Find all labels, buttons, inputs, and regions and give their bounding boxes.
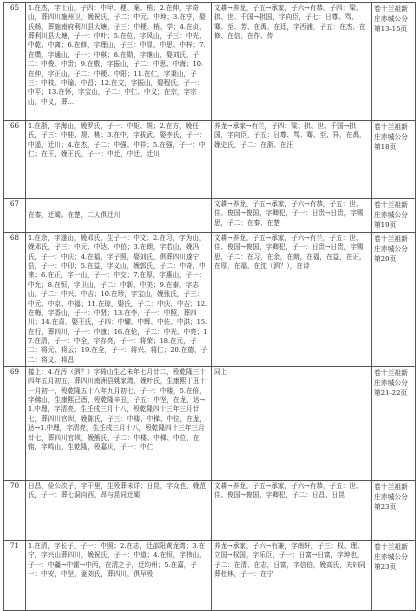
row-description: 1.在浙，字海山，娩罗氏，子一：中矩、规；2.在方，娩任氏，子三：中桂、规、桃；3.在中，字拔武，娶李氏，子一：中遥，迁川；4.在杰，子二：中强、中祥；5.在强，子一：中仁；在王，娩王氏，子一：中迁，中迁，迁川	[26, 121, 212, 199]
row-source: 卷十兰祖新庄赤城公分第19页	[372, 199, 416, 233]
table-row	[4, 367, 416, 481]
row-description: 1.在余，字遂山，娩邓氏，生子一：中文；2.在习，字为山，娩邓氏，子三：中元、中达、中伯；3.在朗，字若山，娩冯氏，子一：中庆；4.在福，字子照，娶刘氏，俱葬四川遂宁县，子一：中印；5.在益，字义山，娩郭氏，子二：中奇，中来；6.在正，字一山，子一：中交；7.在厚，字惠山，子一：中允；8.在恒，字卫山，子二：中新、中美；9.在泰，字志山，子二：中兴、中吉；10.在珍，字宝山，娩张氏，子三：中元、中京、中福；11.在琼，娶氏，子二：中庆、中吉；12.在梅，字香山，子一：中贤；13.在李，子一：中照，葬四川；14.在喜，娶王氏，子四：中耀、中辉、中佐、中洪；15.在行，葬四川，子一：中康；16.在伦，子二：中光、中亮；17.在清，子一：中全，宇存亮，子一：将荣；18.在元，子二：将元、将云；19.在全，子一：将兴、将仁；20.在德，子二：将义、将昌	[26, 233, 212, 367]
row-source: 卷十兰祖新庄赤城公分第20页	[372, 233, 416, 367]
row-lineage: 养龙→承家，子六→有兼，字南轩，子三：权、理、立国→权国，字乐臣，子一：日富→日富，字坤也，子二：在清、在志，日富，字信伯，娩高氏，夫妇同葬杜林，子一：在宁	[212, 541, 372, 611]
table-row	[4, 541, 416, 611]
row-source: 卷十兰祖新庄赤城公分第23页	[372, 541, 416, 611]
row-lineage: 文耕→养龙，子五→承家，子六→有兰，子五：世、住、俊国→俊国，字卿犯，子一：日贵→日贵，字赐思，子二：在习，在余，在朗，在福，在益，在正，在厚，在福，在沈（泗？），在诗	[212, 233, 372, 367]
table-row	[4, 233, 416, 367]
row-description: 在秦，迁蜀。在楚，二人俱迁川	[26, 199, 212, 233]
row-number: 71	[4, 541, 26, 611]
row-lineage: 养龙→承家→有兰，子四：梁、拱、世、千国→拱国，字向臣，子五：日尊、骂、骞、至、异，在禹，娩史氏，子二：在浙、在汪	[212, 121, 372, 199]
row-number: 65	[4, 3, 26, 121]
row-source: 卷十兰祖新庄赤城公分第13-15页	[372, 3, 416, 121]
row-description: 接上：4.在汚（泗？）字倚山生乙未年七月廿二，殁乾隆三十四年五月初五，葬四川南洲县姚家湾，娩叶氏，生康熙丁丑十一月初一，殁乾隆五十八年九月初七，子一：中楼，5.在倍，字佛山，生康熙己酉，殁乾隆辛丑，子五：中坚，在龙，达→1.中理，字清亮，生壬戌三月十八，殁乾隆四十三年三月廿七，葬四川官坝，娩陈氏，子三：中楼、中梯、中位，在龙，达→1.中理，字清亮，生壬戌三月十八，殁乾隆四十三年三月廿七，葬四川官坝，娩熊氏，子二：中楼、中梯、中位，在铭，字鸣山，生乾隆，殁嘉庆，子一：中仁	[26, 367, 212, 481]
table-row	[4, 481, 416, 541]
table-row	[4, 3, 416, 121]
row-number: 70	[4, 481, 26, 541]
row-number: 69	[4, 367, 26, 481]
row-lineage: 文耕→养龙，子五→承家，子六→有恭，子五：世、住、俊国→俊国，字卿犯，子二：日昌、日昆	[212, 481, 372, 541]
row-description: 日昌，俭公次子，字干里，生殁葬未详；日昆，字众也，娩范氏，子一：葬七洞向西，昂与昆同迁蜀	[26, 481, 212, 541]
row-description: 1.在杰，字士山，子四：中甲、梗、案、梢；2.在伸，字奇山，葬四川施州卫，娩祝氏，子二：中元、中坤；3.在亨，娶氏杨，葬施南府利川县大塘，子三：中梗、梢、学；4.在贞，葬利川县大塘，子一：中叶；5.在位，字风山，子三：中光、中乾、中离；6.在修，字理山，子三：中显、中思、中梓；7.在缵，字通山，子一：中棋；8.在勋，字继山，娶刘氏，子二：中俊、中贵；9.在敬，字振山，子二：中思、中海；10.在仲，字正山，子二：中梗、中阳；11.在仁，字秉山，子三：中枝、中瑜、中昌；12.在文，字振山，娶程氏，子一：中平；13.在怀，字宝山，子二：中仁、中义；在宗，字宗山，中义，葬…	[26, 3, 212, 121]
table-row	[4, 121, 416, 199]
row-source: 卷十兰祖新庄赤城公分第23页	[372, 481, 416, 541]
row-source: 卷十兰祖新庄赤城公分第21-22页	[372, 367, 416, 481]
row-lineage: 文耕→养龙，子五→承家，子六→有恭、子四：梁、拱、世、千国→拱国，字向臣，子七：日尊、骂、骞、至、芳、在禹、在廷，字西浦，子五：在杰、在修、在信、在作、传	[212, 3, 372, 121]
row-description: 1.在清，字长子，子一：中照；2.在志，迁邵阳黄龙湾；3.在宁，字兴山葬四川，娩祝氏，子一：中道；4.在恒，字伟山，子一：中疆→中霍→中丙，在清之子，迁均州；5.在嘉，子一：中安，中坚，妻刘氏，葬四川，俱早殁	[26, 541, 212, 611]
row-number: 67	[4, 199, 26, 233]
row-source: 卷十兰祖新庄赤城公分第18页	[372, 121, 416, 199]
row-number: 68	[4, 233, 26, 367]
row-number: 66	[4, 121, 26, 199]
table-row	[4, 199, 416, 233]
row-lineage: 文耕→养龙，子五→承家，子六→有恭，子五：世、住、俊国→俊国，字卿犯，子一：日贵→日贵，字赐思，子二：在秦、在楚	[212, 199, 372, 233]
genealogy-table	[3, 2, 416, 611]
row-lineage: 同上	[212, 367, 372, 481]
